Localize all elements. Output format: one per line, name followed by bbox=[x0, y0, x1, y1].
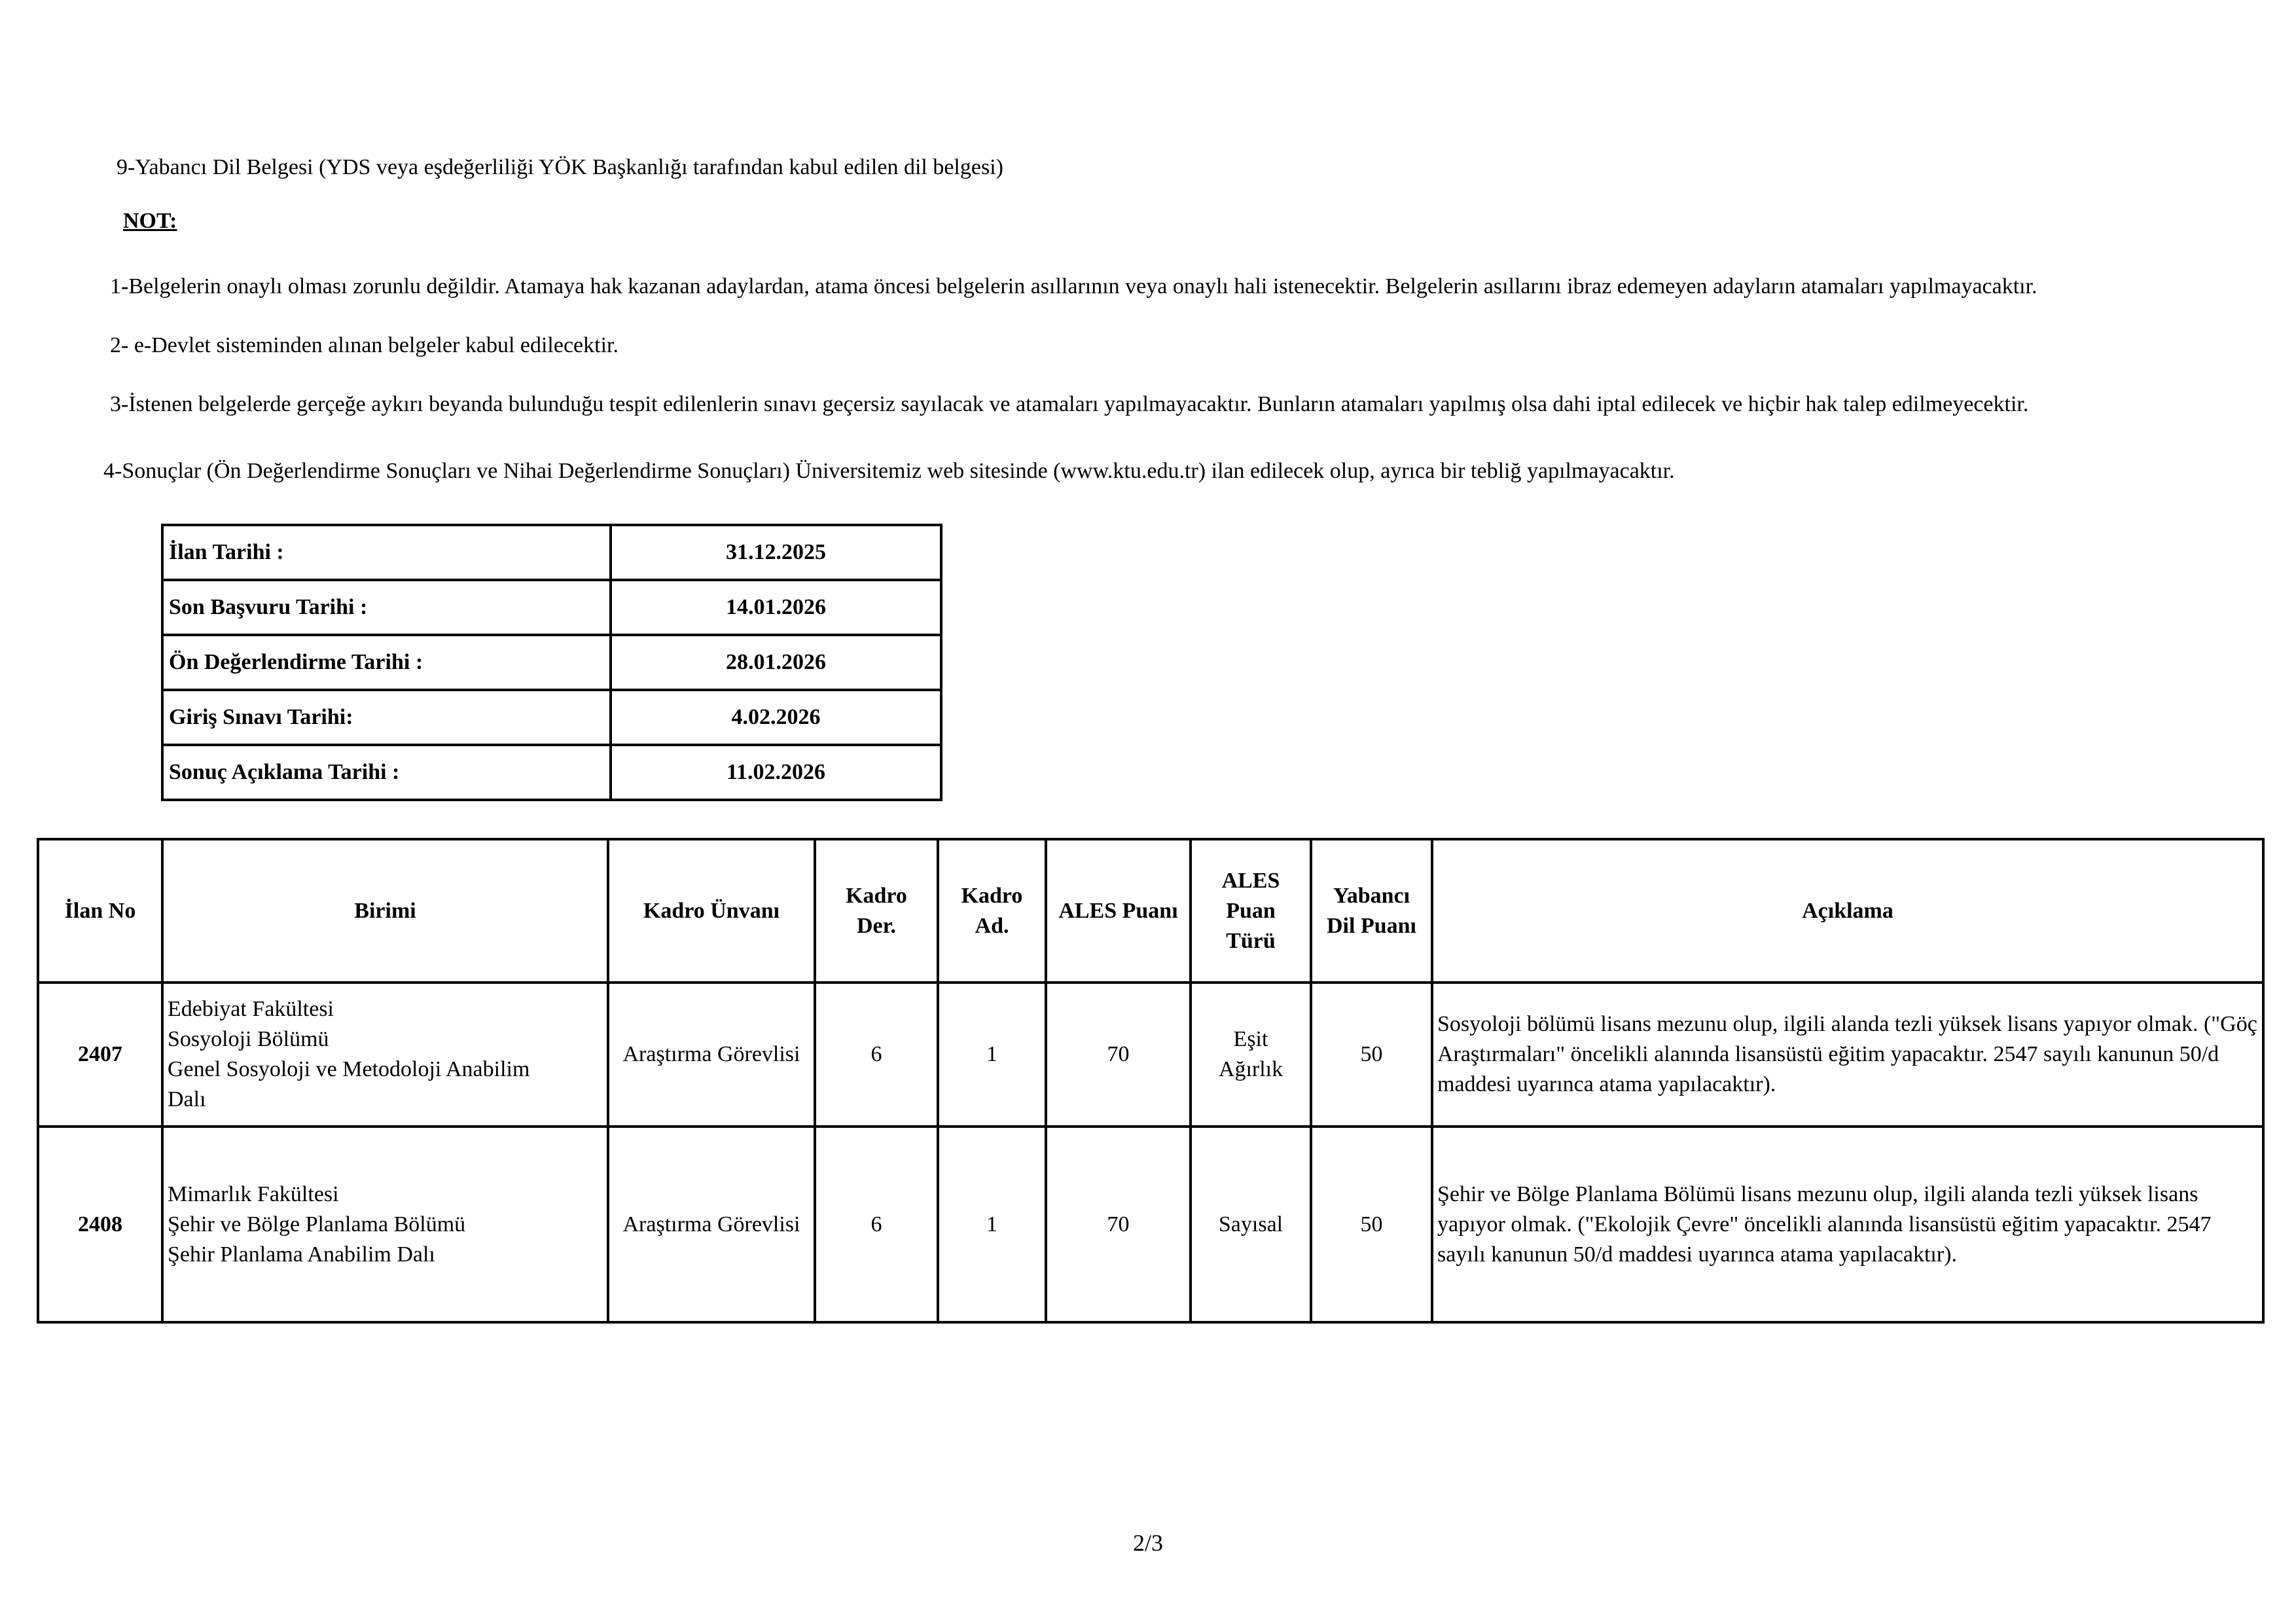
cell-kadro-der: 6 bbox=[815, 983, 938, 1127]
date-row bbox=[162, 525, 941, 580]
positions-table bbox=[37, 838, 2265, 1324]
date-label: Giriş Sınavı Tarihi: bbox=[162, 690, 611, 745]
cell-kadro-unvani: Araştırma Görevlisi bbox=[608, 1127, 815, 1322]
cell-aciklama: Sosyoloji bölümü lisans mezunu olup, ilgili alanda tezli yüksek lisans yapıyor olmak. ("Göç Araştırmaları" öncelikli alanında lisansüstü eğitim yapacaktır. 2547 sayılı kanunun 50/d maddesi uyarınca atama yapılacaktır). bbox=[1432, 983, 2263, 1127]
header-yabanci-dil-puani: Yabancı Dil Puanı bbox=[1311, 839, 1432, 983]
cell-birimi: Edebiyat Fakültesi Sosyoloji Bölümü Genel Sosyoloji ve Metodoloji Anabilim Dalı bbox=[162, 983, 608, 1127]
page-number: 2/3 bbox=[1132, 1530, 1163, 1556]
cell-kadro-unvani: Araştırma Görevlisi bbox=[608, 983, 815, 1127]
date-value: 11.02.2026 bbox=[611, 745, 941, 800]
cell-yabanci-dil-puani: 50 bbox=[1311, 983, 1432, 1127]
header-birimi: Birimi bbox=[162, 839, 608, 983]
date-label: İlan Tarihi : bbox=[162, 525, 611, 580]
note-item-4: 4-Sonuçlar (Ön Değerlendirme Sonuçları ve Nihai Değerlendirme Sonuçları) Üniversitemiz web sitesinde (www.ktu.edu.tr) ilan edilecek olup, ayrıca bir tebliğ yapılmayacaktır. bbox=[103, 459, 1675, 483]
header-ales-puani: ALES Puanı bbox=[1046, 839, 1191, 983]
cell-ales-puani: 70 bbox=[1046, 983, 1191, 1127]
cell-ales-puan-turu: Sayısal bbox=[1191, 1127, 1311, 1322]
note-item-2: 2- e-Devlet sisteminden alınan belgeler kabul edilecektir. bbox=[110, 333, 619, 357]
table-row bbox=[38, 983, 2263, 1127]
header-aciklama: Açıklama bbox=[1432, 839, 2263, 983]
cell-ilan-no: 2408 bbox=[38, 1127, 162, 1322]
cell-aciklama: Şehir ve Bölge Planlama Bölümü lisans mezunu olup, ilgili alanda tezli yüksek lisans yapıyor olmak. ("Ekolojik Çevre" öncelikli alanında lisansüstü eğitim yapacaktır. 2547 sayılı kanunun 50/d maddesi uyarınca atama yapılacaktır). bbox=[1432, 1127, 2263, 1322]
date-row bbox=[162, 580, 941, 635]
cell-ilan-no: 2407 bbox=[38, 983, 162, 1127]
note-title: NOT: bbox=[123, 209, 177, 233]
cell-birimi: Mimarlık Fakültesi Şehir ve Bölge Planlama Bölümü Şehir Planlama Anabilim Dalı bbox=[162, 1127, 608, 1322]
header-ales-puan-turu: ALES Puan Türü bbox=[1191, 839, 1311, 983]
date-value: 31.12.2025 bbox=[611, 525, 941, 580]
requirement-item-9: 9-Yabancı Dil Belgesi (YDS veya eşdeğerliliği YÖK Başkanlığı tarafından kabul edilen dil belgesi) bbox=[117, 155, 1003, 179]
note-item-1: 1-Belgelerin onaylı olması zorunlu değildir. Atamaya hak kazanan adaylardan, atama öncesi belgelerin asıllarının veya onaylı hali istenecektir. Belgelerin asıllarını ibraz edemeyen adayların atamaları yapılmayacaktır. bbox=[110, 274, 2037, 298]
date-label: Sonuç Açıklama Tarihi : bbox=[162, 745, 611, 800]
date-label: Ön Değerlendirme Tarihi : bbox=[162, 635, 611, 690]
date-row bbox=[162, 690, 941, 745]
header-kadro-der: Kadro Der. bbox=[815, 839, 938, 983]
date-row bbox=[162, 635, 941, 690]
table-row bbox=[38, 1127, 2263, 1322]
table-header-row bbox=[38, 839, 2263, 983]
date-label: Son Başvuru Tarihi : bbox=[162, 580, 611, 635]
cell-ales-puani: 70 bbox=[1046, 1127, 1191, 1322]
header-kadro-unvani: Kadro Ünvanı bbox=[608, 839, 815, 983]
date-value: 28.01.2026 bbox=[611, 635, 941, 690]
note-item-3: 3-İstenen belgelerde gerçeğe aykırı beyanda bulunduğu tespit edilenlerin sınavı geçersiz sayılacak ve atamaları yapılmayacaktır. Bunların atamaları yapılmış olsa dahi iptal edilecek ve hiçbir hak talep edilmeyecektir. bbox=[110, 392, 2029, 416]
cell-ales-puan-turu: Eşit Ağırlık bbox=[1191, 983, 1311, 1127]
cell-kadro-ad: 1 bbox=[938, 983, 1046, 1127]
date-row bbox=[162, 745, 941, 800]
header-ilan-no: İlan No bbox=[38, 839, 162, 983]
header-kadro-ad: Kadro Ad. bbox=[938, 839, 1046, 983]
date-value: 14.01.2026 bbox=[611, 580, 941, 635]
cell-kadro-der: 6 bbox=[815, 1127, 938, 1322]
dates-table bbox=[161, 524, 942, 801]
cell-yabanci-dil-puani: 50 bbox=[1311, 1127, 1432, 1322]
cell-kadro-ad: 1 bbox=[938, 1127, 1046, 1322]
date-value: 4.02.2026 bbox=[611, 690, 941, 745]
